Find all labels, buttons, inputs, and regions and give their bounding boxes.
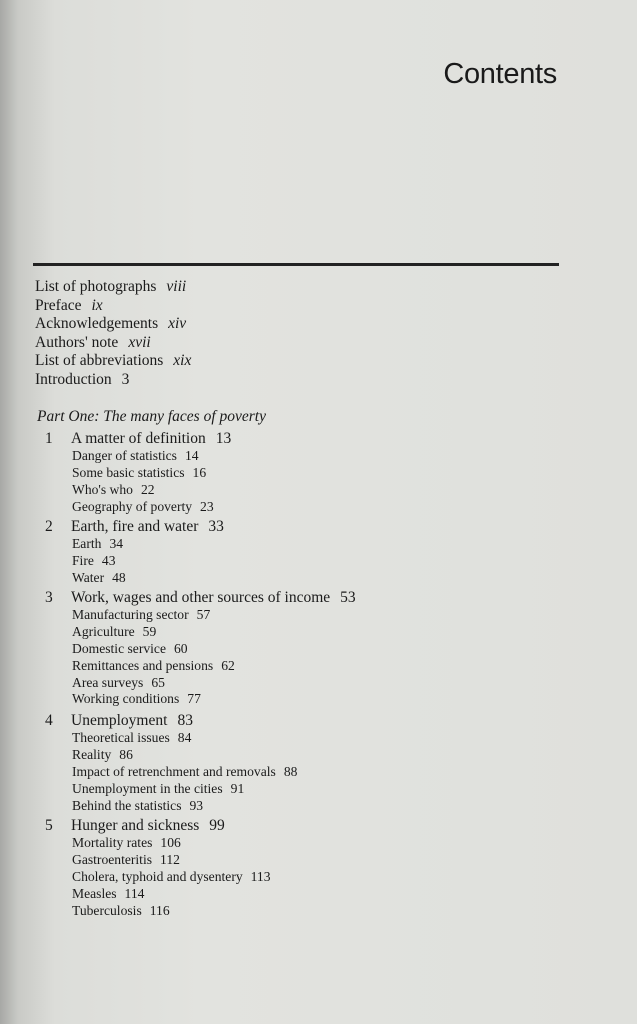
section-entry — [72, 903, 637, 920]
front-matter-page: viii — [166, 278, 187, 295]
section-label: Remittances and pensions — [72, 657, 214, 673]
section-entry — [72, 869, 637, 886]
section-page: 57 — [196, 607, 211, 622]
title-rule — [33, 263, 559, 266]
front-matter-label: Introduction — [35, 370, 112, 388]
chapter-entry — [0, 429, 637, 516]
section-page: 86 — [119, 746, 133, 762]
front-matter-page: xix — [173, 352, 192, 370]
section-label: Behind the statistics — [72, 797, 182, 813]
section-entry — [72, 641, 637, 658]
front-matter-page: xiv — [168, 315, 187, 333]
front-matter-item — [35, 297, 191, 316]
chapter-page: 53 — [340, 589, 356, 606]
section-page: 93 — [189, 797, 204, 813]
section-entry — [72, 607, 637, 624]
section-entry — [72, 553, 637, 570]
section-entry — [72, 448, 637, 465]
section-page: 91 — [230, 780, 245, 796]
chapter-number: 3 — [45, 589, 53, 606]
section-entry — [72, 482, 637, 499]
front-matter-page: ix — [91, 296, 103, 314]
front-matter-item — [35, 315, 191, 334]
chapter-page: 13 — [215, 430, 232, 447]
section-page: 43 — [101, 552, 116, 568]
section-entry — [72, 852, 637, 869]
section-label: Cholera, typhoid and dysentery — [72, 868, 243, 884]
section-entry — [72, 658, 637, 675]
section-page: 88 — [283, 763, 298, 779]
chapter-title: Work, wages and other sources of income — [71, 589, 331, 606]
section-entry — [72, 624, 637, 641]
section-entry — [72, 798, 637, 815]
front-matter-label: List of abbreviations — [35, 352, 164, 370]
section-page: 23 — [200, 498, 214, 514]
section-label: Working conditions — [72, 691, 180, 707]
section-label: Water — [72, 569, 105, 585]
chapter-entry — [0, 517, 637, 587]
section-page: 14 — [184, 448, 199, 463]
section-page: 16 — [192, 464, 207, 480]
front-matter-label: Preface — [35, 296, 82, 314]
section-label: Who's who — [72, 481, 133, 497]
section-page: 114 — [124, 885, 145, 901]
chapter-page: 33 — [208, 518, 224, 535]
chapter-entry — [0, 711, 637, 814]
section-label: Unemployment in the cities — [72, 780, 223, 796]
section-label: Fire — [72, 552, 94, 568]
section-entry — [72, 570, 637, 587]
section-label: Geography of poverty — [72, 498, 193, 514]
section-label: Some basic statistics — [72, 464, 185, 480]
front-matter-item — [35, 371, 191, 390]
section-entry — [72, 835, 637, 852]
section-page: 106 — [160, 835, 181, 850]
front-matter-page: 3 — [121, 370, 130, 388]
section-page: 65 — [151, 674, 165, 690]
chapter-page: 83 — [177, 712, 193, 729]
section-entry — [72, 465, 637, 482]
chapter-title: A matter of definition — [71, 430, 206, 447]
chapter-number: 2 — [45, 518, 53, 535]
section-label: Reality — [72, 746, 112, 762]
chapter-heading — [0, 429, 637, 448]
section-page: 116 — [149, 902, 170, 918]
section-entry — [72, 675, 637, 692]
section-page: 48 — [112, 569, 126, 585]
section-entry — [72, 747, 637, 764]
front-matter-item — [35, 352, 191, 371]
section-entry — [72, 764, 637, 781]
front-matter-page: xvii — [128, 333, 151, 351]
front-matter-item — [35, 278, 191, 297]
section-label: Agriculture — [72, 623, 135, 639]
chapter-entry — [0, 588, 637, 708]
section-page: 113 — [250, 868, 271, 884]
chapter-number: 5 — [45, 817, 53, 834]
chapter-number: 1 — [45, 430, 53, 447]
chapter-heading — [0, 517, 637, 536]
chapter-entry — [0, 816, 637, 919]
chapter-heading — [0, 711, 637, 730]
section-entry — [72, 781, 637, 798]
section-entry — [72, 691, 637, 708]
front-matter-label: Authors' note — [35, 333, 119, 351]
section-page: 77 — [187, 691, 201, 707]
front-matter-list — [35, 278, 191, 390]
section-label: Domestic service — [72, 640, 166, 656]
section-label: Gastroenteritis — [72, 851, 153, 867]
section-label: Measles — [72, 885, 117, 901]
chapter-heading — [0, 816, 637, 835]
section-entry — [72, 730, 637, 747]
section-page: 22 — [140, 481, 155, 497]
section-entry — [72, 536, 637, 553]
section-label: Theoretical issues — [72, 730, 170, 745]
section-label: Earth — [72, 536, 102, 551]
section-page: 60 — [174, 640, 188, 656]
chapter-title: Earth, fire and water — [71, 518, 199, 535]
chapter-title: Unemployment — [71, 712, 168, 729]
section-label: Mortality rates — [72, 835, 153, 850]
section-page: 84 — [177, 730, 192, 745]
section-page: 112 — [160, 851, 180, 867]
section-page: 62 — [221, 657, 235, 673]
front-matter-item — [35, 334, 191, 353]
section-entry — [72, 886, 637, 903]
chapter-number: 4 — [45, 712, 53, 729]
section-entry — [72, 499, 637, 516]
section-label: Tuberculosis — [72, 902, 142, 918]
chapter-page: 99 — [209, 817, 225, 834]
front-matter-label: Acknowledgements — [35, 315, 159, 333]
section-label: Manufacturing sector — [72, 607, 189, 622]
section-label: Impact of retrenchment and removals — [72, 763, 276, 779]
part-heading: Part One: The many faces of poverty — [37, 408, 266, 425]
chapter-title: Hunger and sickness — [71, 817, 200, 834]
front-matter-label: List of photographs — [35, 278, 157, 295]
chapter-heading — [0, 588, 637, 607]
section-page: 34 — [109, 536, 124, 551]
section-page: 59 — [142, 623, 157, 639]
section-label: Area surveys — [72, 674, 144, 690]
page-title: Contents — [443, 58, 557, 90]
section-label: Danger of statistics — [72, 448, 177, 463]
